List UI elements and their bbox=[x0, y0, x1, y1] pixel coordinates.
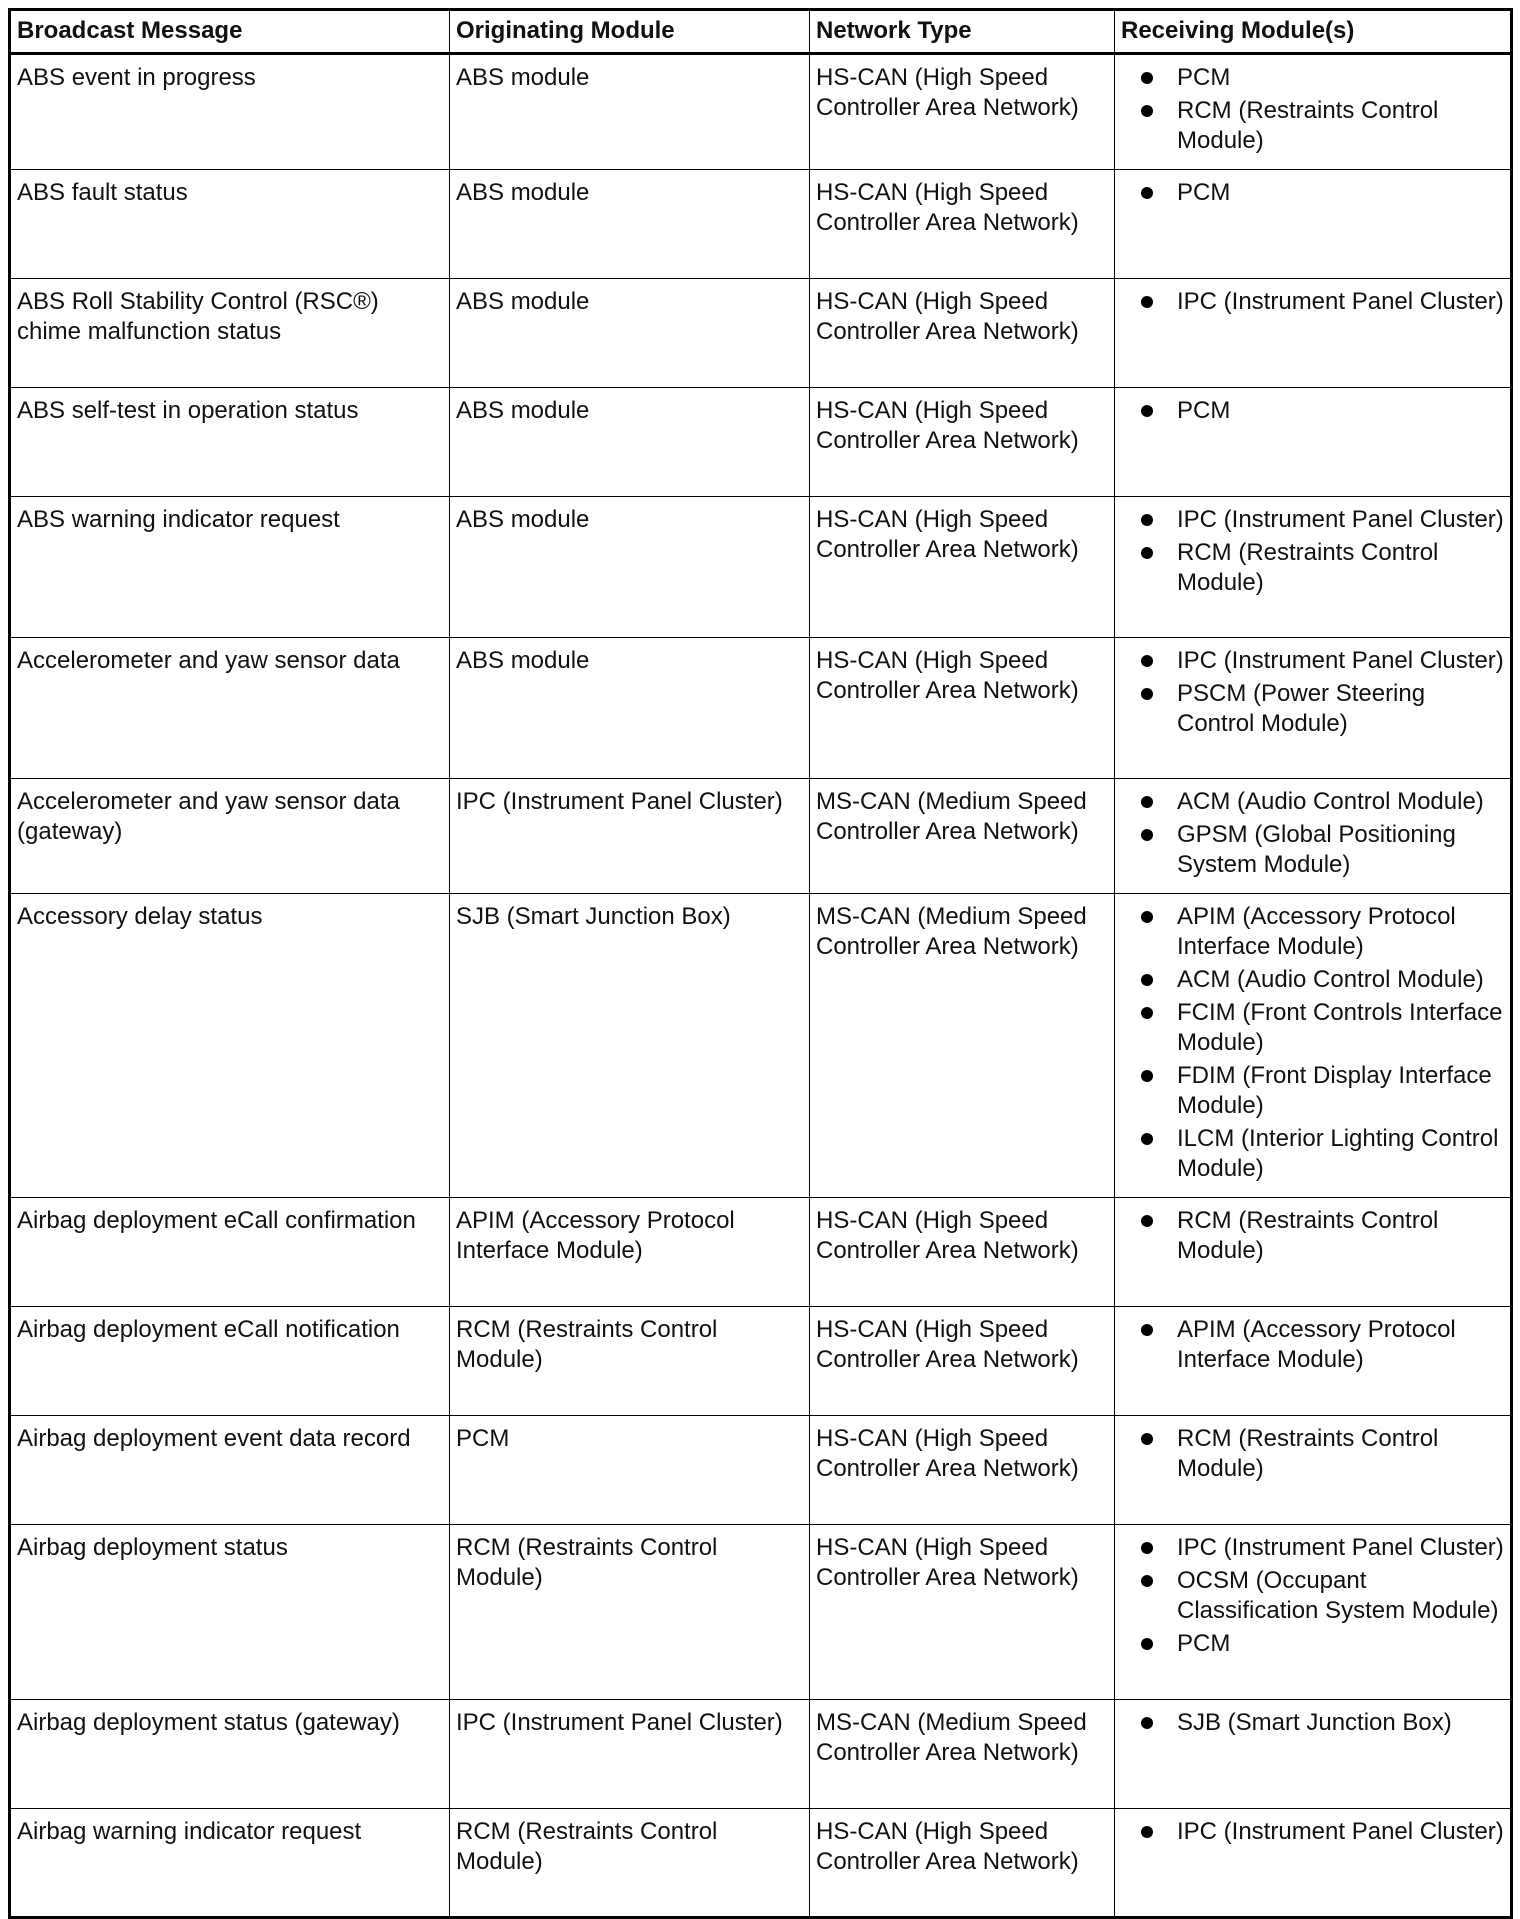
broadcast-message-cell: Airbag deployment event data record bbox=[10, 1416, 450, 1525]
network-type-cell: HS-CAN (High Speed Controller Area Network) bbox=[810, 170, 1115, 279]
receiving-modules-cell bbox=[1115, 1416, 1512, 1525]
receiving-module-item bbox=[1121, 538, 1508, 598]
table-row bbox=[10, 279, 1512, 388]
receiving-module-label: SJB (Smart Junction Box) bbox=[1177, 1709, 1452, 1736]
receiving-module-label: IPC (Instrument Panel Cluster) bbox=[1177, 506, 1504, 533]
receiving-module-label: FCIM (Front Controls Interface Module) bbox=[1177, 999, 1503, 1056]
bullet-icon bbox=[1141, 1007, 1153, 1019]
bullet-icon bbox=[1141, 405, 1153, 417]
bullet-icon bbox=[1141, 296, 1153, 308]
bullet-icon bbox=[1141, 974, 1153, 986]
header-receiving-modules: Receiving Module(s) bbox=[1115, 10, 1512, 54]
receiving-modules-cell bbox=[1115, 779, 1512, 894]
broadcast-message-cell: Airbag deployment eCall confirmation bbox=[10, 1198, 450, 1307]
network-type-cell: HS-CAN (High Speed Controller Area Network) bbox=[810, 279, 1115, 388]
receiving-module-item bbox=[1121, 1533, 1508, 1563]
receiving-modules-list bbox=[1121, 902, 1508, 1184]
network-type-cell: MS-CAN (Medium Speed Controller Area Network) bbox=[810, 894, 1115, 1198]
broadcast-message-cell: ABS fault status bbox=[10, 170, 450, 279]
table-row bbox=[10, 1700, 1512, 1809]
bullet-icon bbox=[1141, 688, 1153, 700]
originating-module-cell: SJB (Smart Junction Box) bbox=[450, 894, 810, 1198]
broadcast-message-cell: ABS warning indicator request bbox=[10, 497, 450, 638]
receiving-modules-list bbox=[1121, 505, 1508, 598]
receiving-module-label: IPC (Instrument Panel Cluster) bbox=[1177, 1534, 1504, 1561]
receiving-module-item bbox=[1121, 965, 1508, 995]
receiving-modules-cell bbox=[1115, 1307, 1512, 1416]
bullet-icon bbox=[1141, 1215, 1153, 1227]
receiving-module-item bbox=[1121, 902, 1508, 962]
bullet-icon bbox=[1141, 187, 1153, 199]
receiving-module-label: ACM (Audio Control Module) bbox=[1177, 788, 1484, 815]
bullet-icon bbox=[1141, 1638, 1153, 1650]
receiving-module-item bbox=[1121, 63, 1508, 93]
originating-module-cell: RCM (Restraints Control Module) bbox=[450, 1525, 810, 1700]
receiving-modules-cell bbox=[1115, 894, 1512, 1198]
bullet-icon bbox=[1141, 1324, 1153, 1336]
receiving-module-label: IPC (Instrument Panel Cluster) bbox=[1177, 288, 1504, 315]
table-row bbox=[10, 1416, 1512, 1525]
receiving-modules-list bbox=[1121, 63, 1508, 156]
receiving-modules-list bbox=[1121, 1708, 1508, 1738]
receiving-module-item bbox=[1121, 820, 1508, 880]
receiving-modules-cell bbox=[1115, 638, 1512, 779]
bullet-icon bbox=[1141, 1826, 1153, 1838]
table-row bbox=[10, 779, 1512, 894]
network-type-cell: MS-CAN (Medium Speed Controller Area Network) bbox=[810, 1700, 1115, 1809]
originating-module-cell: ABS module bbox=[450, 170, 810, 279]
broadcast-message-cell: Accelerometer and yaw sensor data (gateway) bbox=[10, 779, 450, 894]
header-network-type: Network Type bbox=[810, 10, 1115, 54]
bullet-icon bbox=[1141, 796, 1153, 808]
receiving-module-item bbox=[1121, 1206, 1508, 1266]
receiving-module-label: ACM (Audio Control Module) bbox=[1177, 966, 1484, 993]
receiving-module-item bbox=[1121, 998, 1508, 1058]
receiving-modules-list bbox=[1121, 178, 1508, 208]
receiving-module-label: PCM bbox=[1177, 179, 1231, 206]
receiving-modules-cell bbox=[1115, 497, 1512, 638]
receiving-module-item bbox=[1121, 787, 1508, 817]
originating-module-cell: APIM (Accessory Protocol Interface Module) bbox=[450, 1198, 810, 1307]
originating-module-cell: RCM (Restraints Control Module) bbox=[450, 1307, 810, 1416]
receiving-module-item bbox=[1121, 1629, 1508, 1659]
table-row bbox=[10, 1307, 1512, 1416]
receiving-module-label: RCM (Restraints Control Module) bbox=[1177, 97, 1439, 154]
broadcast-message-cell: ABS self-test in operation status bbox=[10, 388, 450, 497]
receiving-module-item bbox=[1121, 1708, 1508, 1738]
network-type-cell: HS-CAN (High Speed Controller Area Network) bbox=[810, 54, 1115, 170]
receiving-modules-cell bbox=[1115, 1525, 1512, 1700]
receiving-module-label: IPC (Instrument Panel Cluster) bbox=[1177, 647, 1504, 674]
bullet-icon bbox=[1141, 829, 1153, 841]
receiving-module-label: PCM bbox=[1177, 1630, 1231, 1657]
bullet-icon bbox=[1141, 105, 1153, 117]
receiving-modules-cell bbox=[1115, 54, 1512, 170]
header-row bbox=[10, 10, 1512, 54]
receiving-module-item bbox=[1121, 178, 1508, 208]
receiving-module-label: RCM (Restraints Control Module) bbox=[1177, 1425, 1439, 1482]
network-type-cell: HS-CAN (High Speed Controller Area Network) bbox=[810, 1307, 1115, 1416]
receiving-module-label: PCM bbox=[1177, 397, 1231, 424]
network-type-cell: HS-CAN (High Speed Controller Area Network) bbox=[810, 1416, 1115, 1525]
receiving-module-label: RCM (Restraints Control Module) bbox=[1177, 539, 1439, 596]
bullet-icon bbox=[1141, 911, 1153, 923]
receiving-modules-cell bbox=[1115, 388, 1512, 497]
receiving-modules-list bbox=[1121, 1533, 1508, 1659]
receiving-module-label: FDIM (Front Display Interface Module) bbox=[1177, 1062, 1492, 1119]
table-row bbox=[10, 170, 1512, 279]
table-row bbox=[10, 497, 1512, 638]
receiving-module-item bbox=[1121, 679, 1508, 739]
table-row bbox=[10, 1525, 1512, 1700]
originating-module-cell: ABS module bbox=[450, 54, 810, 170]
network-type-cell: HS-CAN (High Speed Controller Area Network) bbox=[810, 638, 1115, 779]
receiving-modules-list bbox=[1121, 396, 1508, 426]
receiving-module-item bbox=[1121, 505, 1508, 535]
broadcast-message-cell: ABS event in progress bbox=[10, 54, 450, 170]
receiving-module-item bbox=[1121, 1424, 1508, 1484]
bullet-icon bbox=[1141, 1133, 1153, 1145]
table-row bbox=[10, 894, 1512, 1198]
receiving-module-item bbox=[1121, 1315, 1508, 1375]
receiving-module-item bbox=[1121, 646, 1508, 676]
receiving-module-item bbox=[1121, 96, 1508, 156]
receiving-module-item bbox=[1121, 1124, 1508, 1184]
broadcast-message-cell: Airbag deployment status (gateway) bbox=[10, 1700, 450, 1809]
bullet-icon bbox=[1141, 1070, 1153, 1082]
bullet-icon bbox=[1141, 1433, 1153, 1445]
receiving-modules-list bbox=[1121, 1817, 1508, 1847]
network-type-cell: MS-CAN (Medium Speed Controller Area Network) bbox=[810, 779, 1115, 894]
receiving-modules-cell bbox=[1115, 279, 1512, 388]
receiving-modules-cell bbox=[1115, 1198, 1512, 1307]
table-row bbox=[10, 54, 1512, 170]
receiving-module-label: GPSM (Global Positioning System Module) bbox=[1177, 821, 1456, 878]
receiving-modules-cell bbox=[1115, 170, 1512, 279]
table-row bbox=[10, 1809, 1512, 1918]
receiving-module-label: OCSM (Occupant Classification System Module) bbox=[1177, 1567, 1499, 1624]
broadcast-message-cell: Accessory delay status bbox=[10, 894, 450, 1198]
originating-module-cell: IPC (Instrument Panel Cluster) bbox=[450, 1700, 810, 1809]
originating-module-cell: ABS module bbox=[450, 638, 810, 779]
receiving-module-label: ILCM (Interior Lighting Control Module) bbox=[1177, 1125, 1499, 1182]
receiving-module-label: RCM (Restraints Control Module) bbox=[1177, 1207, 1439, 1264]
network-type-cell: HS-CAN (High Speed Controller Area Network) bbox=[810, 1198, 1115, 1307]
table-row bbox=[10, 638, 1512, 779]
bullet-icon bbox=[1141, 1542, 1153, 1554]
receiving-module-label: PSCM (Power Steering Control Module) bbox=[1177, 680, 1426, 737]
receiving-module-label: PCM bbox=[1177, 64, 1231, 91]
broadcast-message-cell: Airbag deployment eCall notification bbox=[10, 1307, 450, 1416]
network-type-cell: HS-CAN (High Speed Controller Area Network) bbox=[810, 388, 1115, 497]
receiving-modules-list bbox=[1121, 287, 1508, 317]
broadcast-message-cell: Airbag deployment status bbox=[10, 1525, 450, 1700]
receiving-modules-list bbox=[1121, 1206, 1508, 1266]
broadcast-message-cell: Airbag warning indicator request bbox=[10, 1809, 450, 1918]
network-type-cell: HS-CAN (High Speed Controller Area Network) bbox=[810, 497, 1115, 638]
table-row bbox=[10, 1198, 1512, 1307]
receiving-modules-list bbox=[1121, 646, 1508, 739]
table-row bbox=[10, 388, 1512, 497]
bullet-icon bbox=[1141, 547, 1153, 559]
originating-module-cell: ABS module bbox=[450, 497, 810, 638]
network-type-cell: HS-CAN (High Speed Controller Area Network) bbox=[810, 1525, 1115, 1700]
receiving-module-item bbox=[1121, 1566, 1508, 1626]
originating-module-cell: ABS module bbox=[450, 279, 810, 388]
header-originating-module: Originating Module bbox=[450, 10, 810, 54]
bullet-icon bbox=[1141, 1575, 1153, 1587]
broadcast-message-table bbox=[8, 8, 1513, 1919]
receiving-modules-cell bbox=[1115, 1809, 1512, 1918]
broadcast-message-cell: ABS Roll Stability Control (RSC®) chime malfunction status bbox=[10, 279, 450, 388]
receiving-module-item bbox=[1121, 1061, 1508, 1121]
receiving-modules-list bbox=[1121, 1424, 1508, 1484]
originating-module-cell: IPC (Instrument Panel Cluster) bbox=[450, 779, 810, 894]
bullet-icon bbox=[1141, 655, 1153, 667]
receiving-module-item bbox=[1121, 396, 1508, 426]
bullet-icon bbox=[1141, 514, 1153, 526]
originating-module-cell: RCM (Restraints Control Module) bbox=[450, 1809, 810, 1918]
receiving-module-item bbox=[1121, 287, 1508, 317]
header-broadcast-message: Broadcast Message bbox=[10, 10, 450, 54]
receiving-modules-cell bbox=[1115, 1700, 1512, 1809]
originating-module-cell: ABS module bbox=[450, 388, 810, 497]
receiving-module-label: APIM (Accessory Protocol Interface Module) bbox=[1177, 1316, 1456, 1373]
bullet-icon bbox=[1141, 1717, 1153, 1729]
receiving-module-item bbox=[1121, 1817, 1508, 1847]
broadcast-message-cell: Accelerometer and yaw sensor data bbox=[10, 638, 450, 779]
receiving-modules-list bbox=[1121, 787, 1508, 880]
receiving-modules-list bbox=[1121, 1315, 1508, 1375]
bullet-icon bbox=[1141, 72, 1153, 84]
network-type-cell: HS-CAN (High Speed Controller Area Network) bbox=[810, 1809, 1115, 1918]
receiving-module-label: IPC (Instrument Panel Cluster) bbox=[1177, 1818, 1504, 1845]
receiving-module-label: APIM (Accessory Protocol Interface Module) bbox=[1177, 903, 1456, 960]
originating-module-cell: PCM bbox=[450, 1416, 810, 1525]
